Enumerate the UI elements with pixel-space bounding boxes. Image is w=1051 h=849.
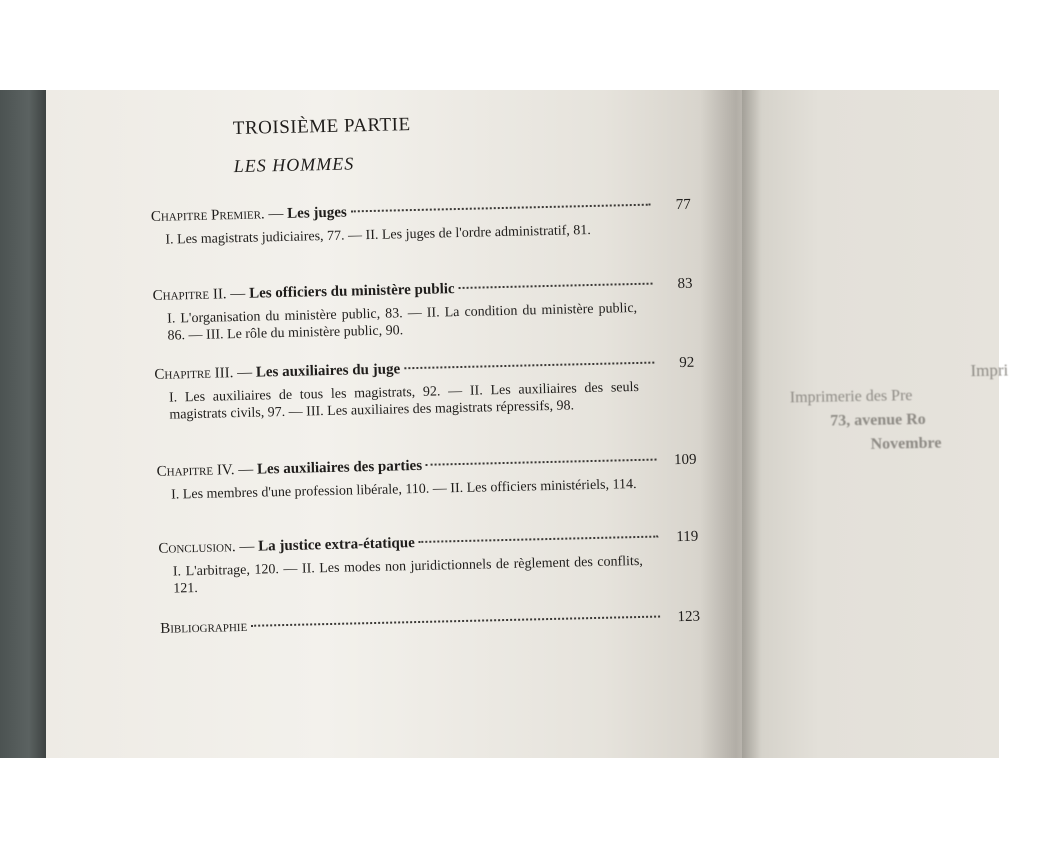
dot-leader (459, 283, 653, 289)
entry-label: Chapitre III. — Les auxiliaires du juge (154, 361, 401, 383)
entry-page-number: 123 (677, 608, 701, 626)
entry-label: Chapitre IV. — Les auxiliaires des parties (156, 457, 423, 480)
entry-title: Les juges (287, 204, 347, 222)
dot-leader (419, 536, 659, 543)
entry-label: Bibliographie (160, 618, 248, 637)
printer-imprint (789, 358, 1051, 459)
entry-label: Conclusion. — La justice extra-étatique (158, 535, 415, 557)
entry-title: Les auxiliaires du juge (255, 361, 401, 381)
entry-title: Les officiers du ministère public (248, 281, 455, 302)
imprint-line: Impri (970, 360, 1009, 381)
toc-entry (152, 275, 693, 345)
dot-leader (251, 616, 660, 627)
entry-page-number: 83 (677, 275, 693, 293)
entry-title: La justice extra-étatique (258, 535, 415, 555)
table-of-contents (148, 78, 703, 758)
entry-label: Chapitre Premier. — Les juges (150, 204, 347, 225)
entry-detail: I. Les magistrats judiciaires, 77. — II. Les juges de l'ordre administratif, 81. (165, 222, 592, 248)
entry-label: Chapitre II. — Les officiers du ministère public (152, 281, 455, 304)
entry-detail: I. L'organisation du ministère public, 83. — II. La condition du ministère public, 86. — III. Le rôle du ministère public, 90. (167, 300, 638, 344)
book-cover-edge (0, 90, 48, 758)
entry-page-number: 77 (675, 196, 691, 214)
entry-detail: I. Les membres d'une profession libérale, 110. — II. Les officiers ministériels, 114. (171, 477, 637, 503)
entry-detail: I. Les auxiliaires de tous les magistrats, 92. — II. Les auxiliaires des seuls magistrats civils, 97. — III. Les auxiliaires des magistrats répressifs, 98. (168, 379, 640, 423)
dot-leader (426, 459, 657, 466)
imprint-line: Novembre (870, 434, 942, 453)
toc-entry (156, 451, 697, 504)
dot-leader (404, 362, 654, 370)
toc-entry (154, 354, 695, 424)
gutter-shadow (700, 90, 760, 758)
dot-leader (351, 204, 651, 213)
part-subtitle: LES HOMMES (233, 153, 355, 177)
part-title: TROISIÈME PARTIE (232, 114, 411, 140)
entry-title: Les auxiliaires des parties (256, 457, 423, 478)
toc-entry (160, 608, 700, 638)
entry-detail: I. L'arbitrage, 120. — II. Les modes non juridictionnels de règlement des conflits, 121. (172, 553, 643, 597)
entry-page-number: 92 (679, 354, 695, 372)
toc-entry (158, 528, 699, 598)
toc-entry (151, 196, 692, 249)
entry-page-number: 119 (676, 528, 699, 546)
entry-page-number: 109 (673, 451, 697, 469)
imprint-line: Imprimerie des Pre (789, 387, 913, 407)
imprint-line: 73, avenue Ro (830, 410, 926, 430)
